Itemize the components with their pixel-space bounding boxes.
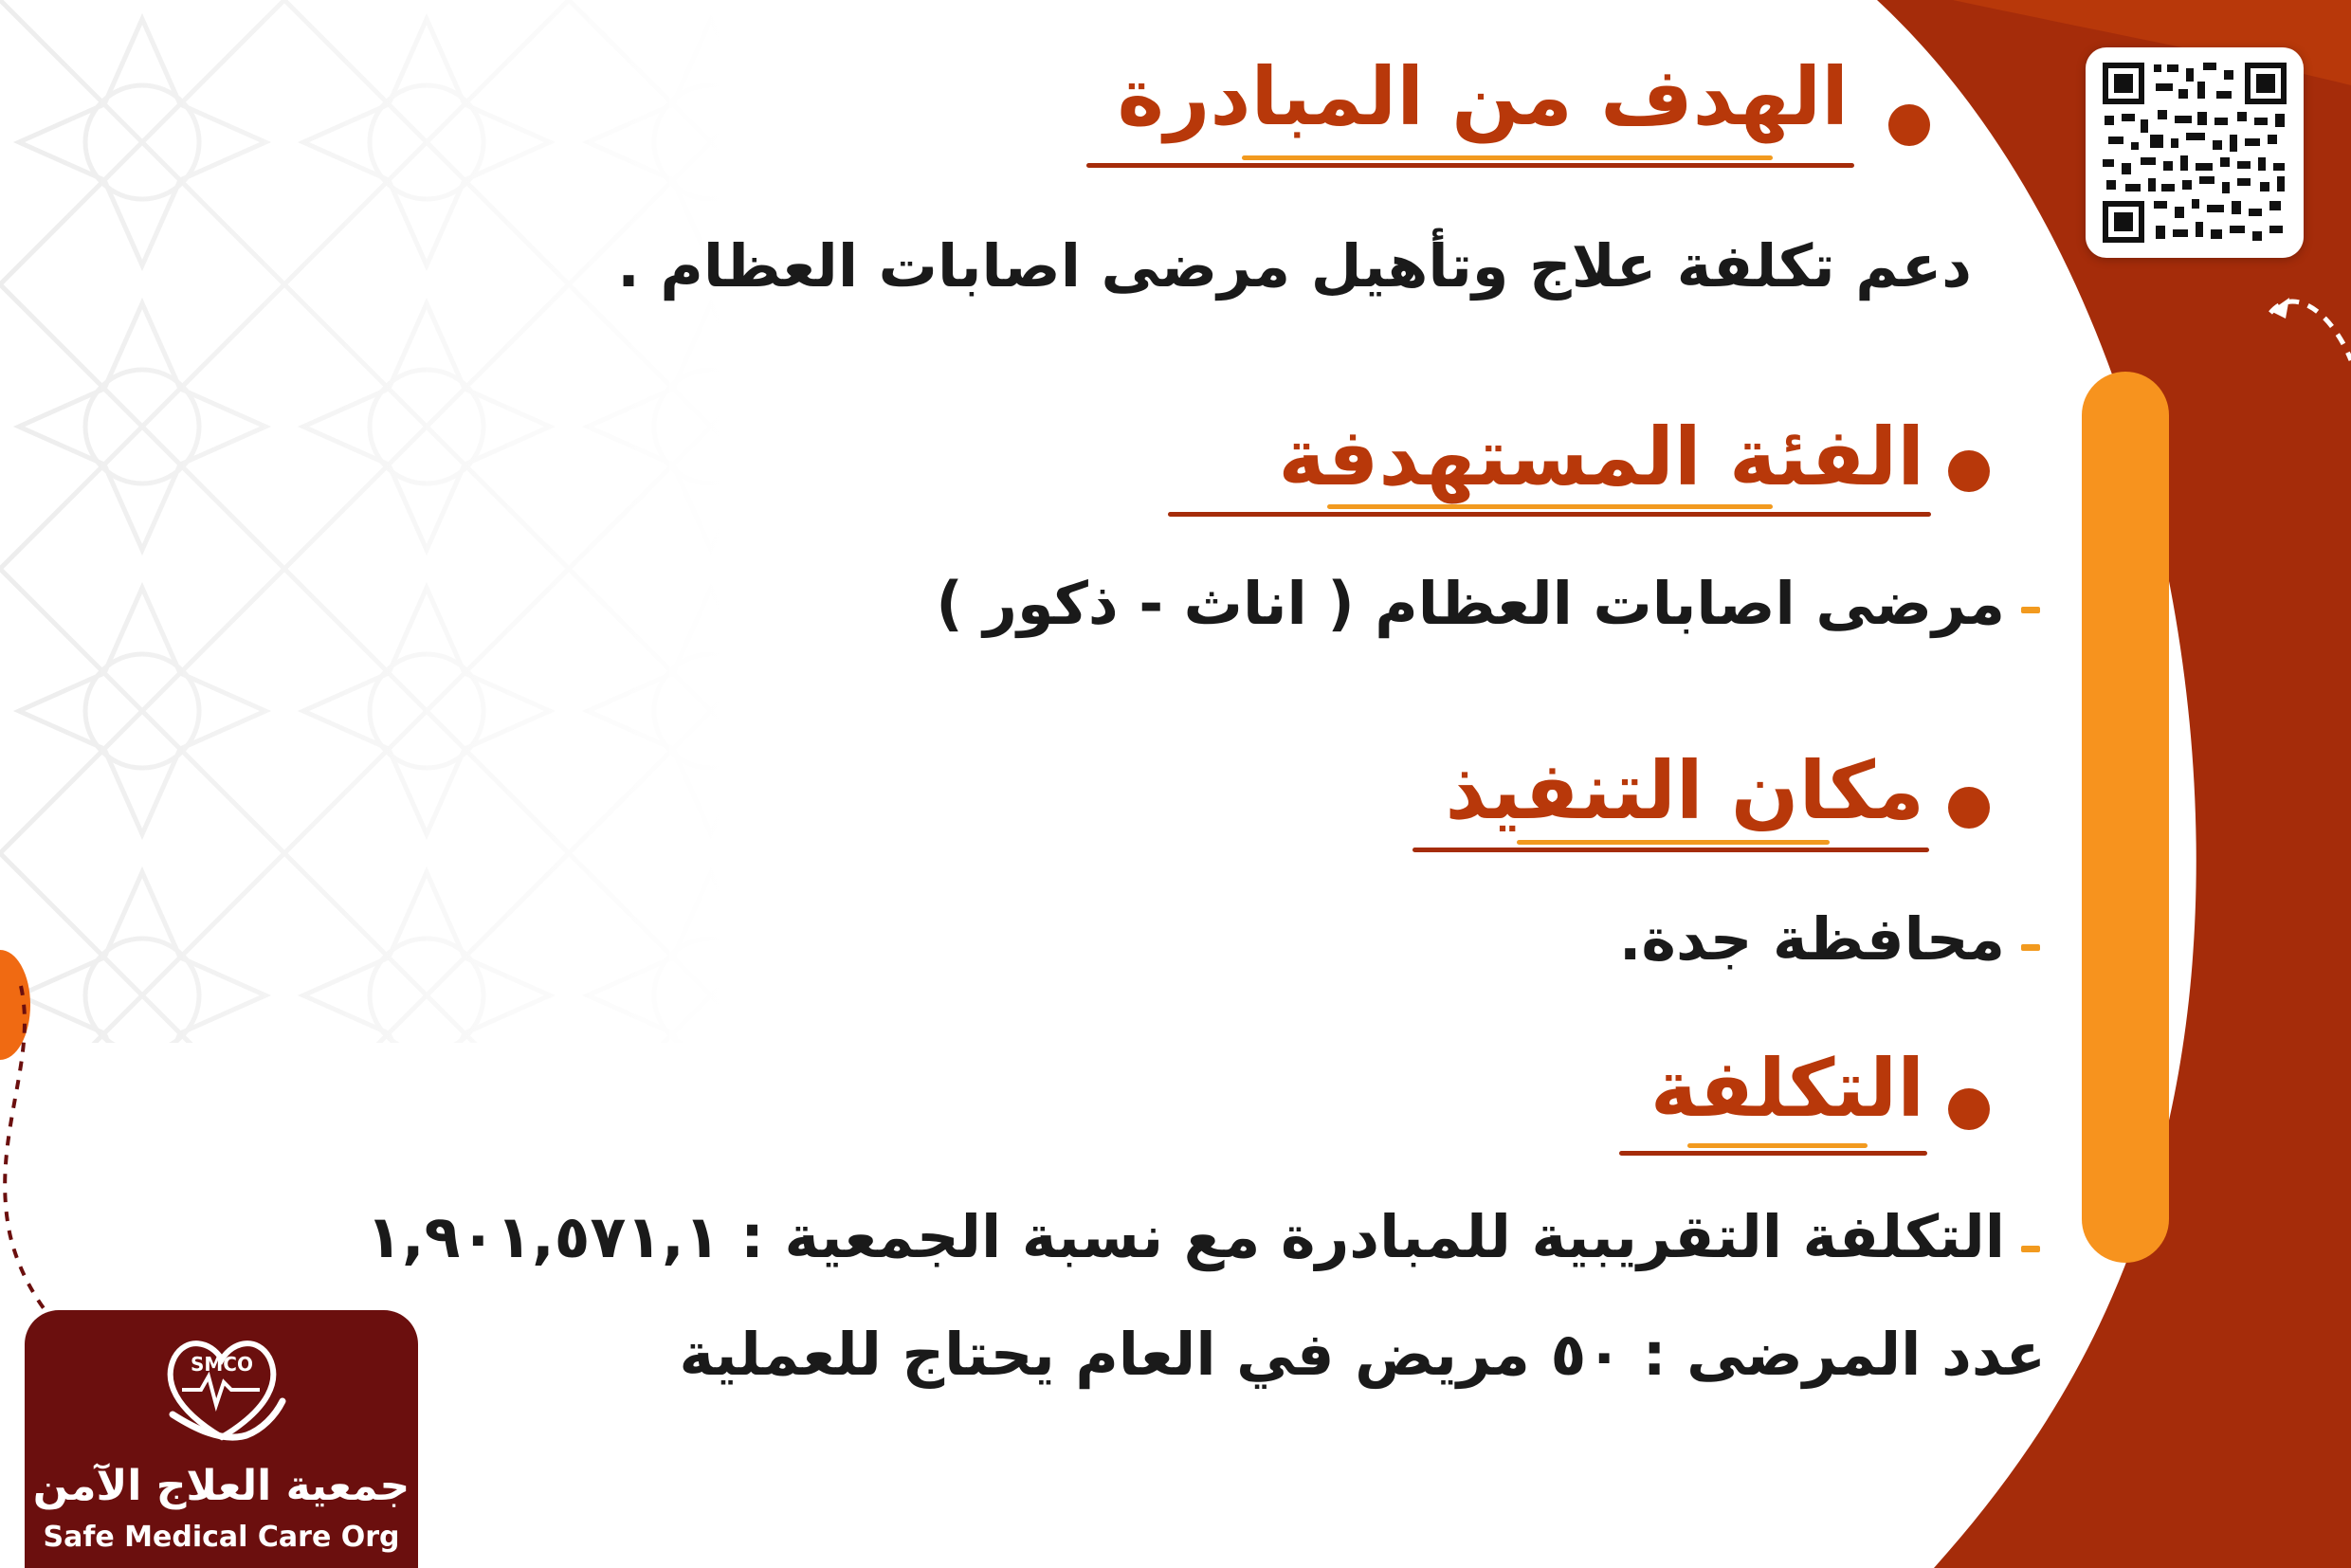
section-1-underline (1086, 163, 1854, 168)
section-3-bullet (1948, 787, 1990, 829)
section-4-underline-accent (1687, 1143, 1868, 1148)
organization-logo (25, 1310, 418, 1568)
logo-name-arabic: جمعية العلاج الآمن (32, 1462, 410, 1510)
patients-line: عدد المرضى : ٥٠ مريض في العام يحتاج للعملية (679, 1320, 2046, 1389)
cost-line: التكلفة التقريبية للمبادرة مع نسبة الجمعية : ١,٩٠١,٥٧١,١ (366, 1202, 2005, 1271)
goal-text: دعم تكلفة علاج وتأهيل مرضى اصابات العظام . (617, 231, 1972, 301)
location-text: محافظة جدة. (1618, 904, 2005, 974)
section-2-bullet (1948, 450, 1990, 492)
logo-name-english: Safe Medical Care Org (43, 1521, 400, 1554)
logo-emblem-letters: SMCO (191, 1353, 253, 1376)
heart-hand-emblem-icon (155, 1323, 288, 1456)
section-2-underline (1168, 512, 1931, 517)
target-dash (2021, 607, 2040, 613)
section-4-title: التكلفة (1649, 1042, 1924, 1135)
section-4-bullet (1948, 1088, 1990, 1130)
section-3-title: مكان التنفيذ (1445, 744, 1924, 837)
cost-dash (2021, 1246, 2040, 1252)
location-dash (2021, 944, 2040, 951)
section-2-underline-accent (1327, 504, 1773, 509)
qr-code-icon (2099, 59, 2290, 246)
section-1-underline-accent (1242, 155, 1773, 160)
section-2-title: الفئة المستهدفة (1278, 410, 1924, 503)
qr-code-card[interactable] (2086, 47, 2304, 258)
section-3-underline (1412, 848, 1929, 852)
target-text: مرضى اصابات العظام ( اناث - ذكور ) (936, 569, 2005, 638)
section-1-bullet (1888, 104, 1930, 146)
section-4-underline (1619, 1151, 1927, 1156)
section-3-underline-accent (1517, 840, 1830, 845)
section-1-title: الهدف من المبادرة (1117, 50, 1849, 143)
